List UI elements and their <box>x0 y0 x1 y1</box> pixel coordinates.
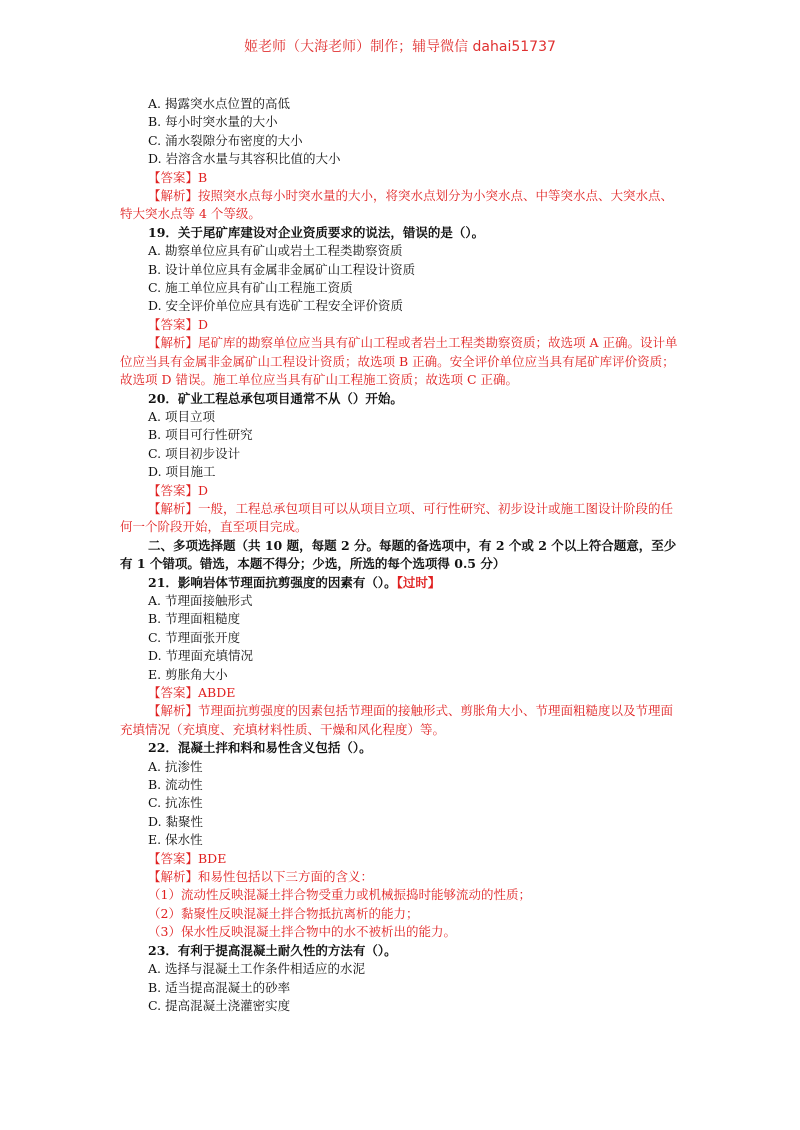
q21-option-b: B. 节理面粗糙度 <box>148 611 241 627</box>
q19-option-c: C. 施工单位应具有矿山工程施工资质 <box>148 280 353 296</box>
q21-option-e: E. 剪胀角大小 <box>148 666 228 682</box>
q21-answer: 【答案】ABDE <box>148 685 236 700</box>
q22-option-c: C. 抗冻性 <box>148 795 203 811</box>
q19-option-a: A. 勘察单位应具有矿山或岩土工程类勘察资质 <box>148 243 403 259</box>
q22-question: 22．混凝土拌和料和易性含义包括（）。 <box>148 740 372 756</box>
q18-option-d: D. 岩溶含水量与其容积比值的大小 <box>148 151 341 167</box>
q22-option-d: D. 黏聚性 <box>148 813 204 829</box>
page-header: 姬老师（大海老师）制作；辅导微信 dahai51737 <box>244 39 556 55</box>
q20-answer: 【答案】D <box>148 482 209 498</box>
q23-option-b: B. 适当提高混凝土的砂率 <box>148 979 291 995</box>
q22-option-a: A. 抗渗性 <box>148 758 203 774</box>
q21-option-d: D. 节理面充填情况 <box>148 648 254 664</box>
q19-analysis: 【解析】尾矿库的勘察单位应当具有矿山工程或者岩土工程类勘察资质；故选项 A 正确。设计单位应当具有金属非金属矿山工程设计资质；故选项 B 正确。安全评价单位应当具有尾矿库评价资质；故选项 D 错误。施工单位应当具有矿山工程施工资质；故选项 C 正确。 <box>120 335 678 388</box>
q19-option-b: B. 设计单位应具有金属非金属矿山工程设计资质 <box>148 261 416 277</box>
q21-outdated-tag: 【过时】 <box>396 574 441 590</box>
q21-question-text: 21．影响岩体节理面抗剪强度的因素有（）。 <box>148 574 397 590</box>
q20-option-c: C. 项目初步设计 <box>148 445 241 461</box>
q23-question: 23．有利于提高混凝土耐久性的方法有（）。 <box>148 942 397 958</box>
q20-option-b: B. 项目可行性研究 <box>148 427 253 443</box>
q19-answer: 【答案】D <box>148 316 209 332</box>
q23-option-a: A. 选择与混凝土工作条件相适应的水泥 <box>148 961 365 977</box>
q18-option-a: A. 揭露突水点位置的高低 <box>148 96 290 111</box>
q22-option-b: B. 流动性 <box>148 777 203 793</box>
q19-question: 19．关于尾矿库建设对企业资质要求的说法，错误的是（）。 <box>148 224 485 240</box>
q18-option-c: C. 涌水裂隙分布密度的大小 <box>148 132 303 148</box>
q20-option-a: A. 项目立项 <box>148 408 215 424</box>
q21-option-a: A. 节理面接触形式 <box>148 592 253 608</box>
q18-option-b: B. 每小时突水量的大小 <box>148 114 278 130</box>
q21-question <box>120 574 680 592</box>
document-content <box>120 95 680 1015</box>
q20-option-d: D. 项目施工 <box>148 464 216 480</box>
q19-option-d: D. 安全评价单位应具有选矿工程安全评价资质 <box>148 298 404 314</box>
section-2-heading: 二、多项选择题（共 10 题，每题 2 分。每题的备选项中，有 2 个或 2 个以上符合题意，至少有 1 个错项。错选，本题不得分；少选，所选的每个选项得 0.5 分） <box>120 537 677 572</box>
q21-option-c: C. 节理面张开度 <box>148 629 241 645</box>
q22-answer: 【答案】BDE <box>148 850 227 866</box>
q22-option-e: E. 保水性 <box>148 832 203 848</box>
q20-question: 20．矿业工程总承包项目通常不从（）开始。 <box>148 390 403 406</box>
q23-option-c: C. 提高混凝土浇灌密实度 <box>148 997 291 1013</box>
q20-analysis: 【解析】一般，工程总承包项目可以从项目立项、可行性研究、初步设计或施工图设计阶段的任何一个阶段开始，直至项目完成。 <box>120 500 674 535</box>
q22-point-1: （1）流动性反映混凝土拌合物受重力或机械振捣时能够流动的性质； <box>148 887 531 903</box>
q22-analysis: 【解析】和易性包括以下三方面的含义： <box>148 869 374 885</box>
q22-point-3: （3）保水性反映混凝土拌合物中的水不被析出的能力。 <box>148 924 456 940</box>
q21-analysis: 【解析】节理面抗剪强度的因素包括节理面的接触形式、剪胀角大小、节理面粗糙度以及节理面充填情况（充填度、充填材料性质、干燥和风化程度）等。 <box>120 703 674 737</box>
q18-answer: 【答案】B <box>148 169 208 185</box>
q18-analysis: 【解析】按照突水点每小时突水量的大小，将突水点划分为小突水点、中等突水点、大突水点、特大突水点等 4 个等级。 <box>120 188 674 222</box>
q22-point-2: （2）黏聚性反映混凝土拌合物抵抗离析的能力； <box>148 905 419 921</box>
